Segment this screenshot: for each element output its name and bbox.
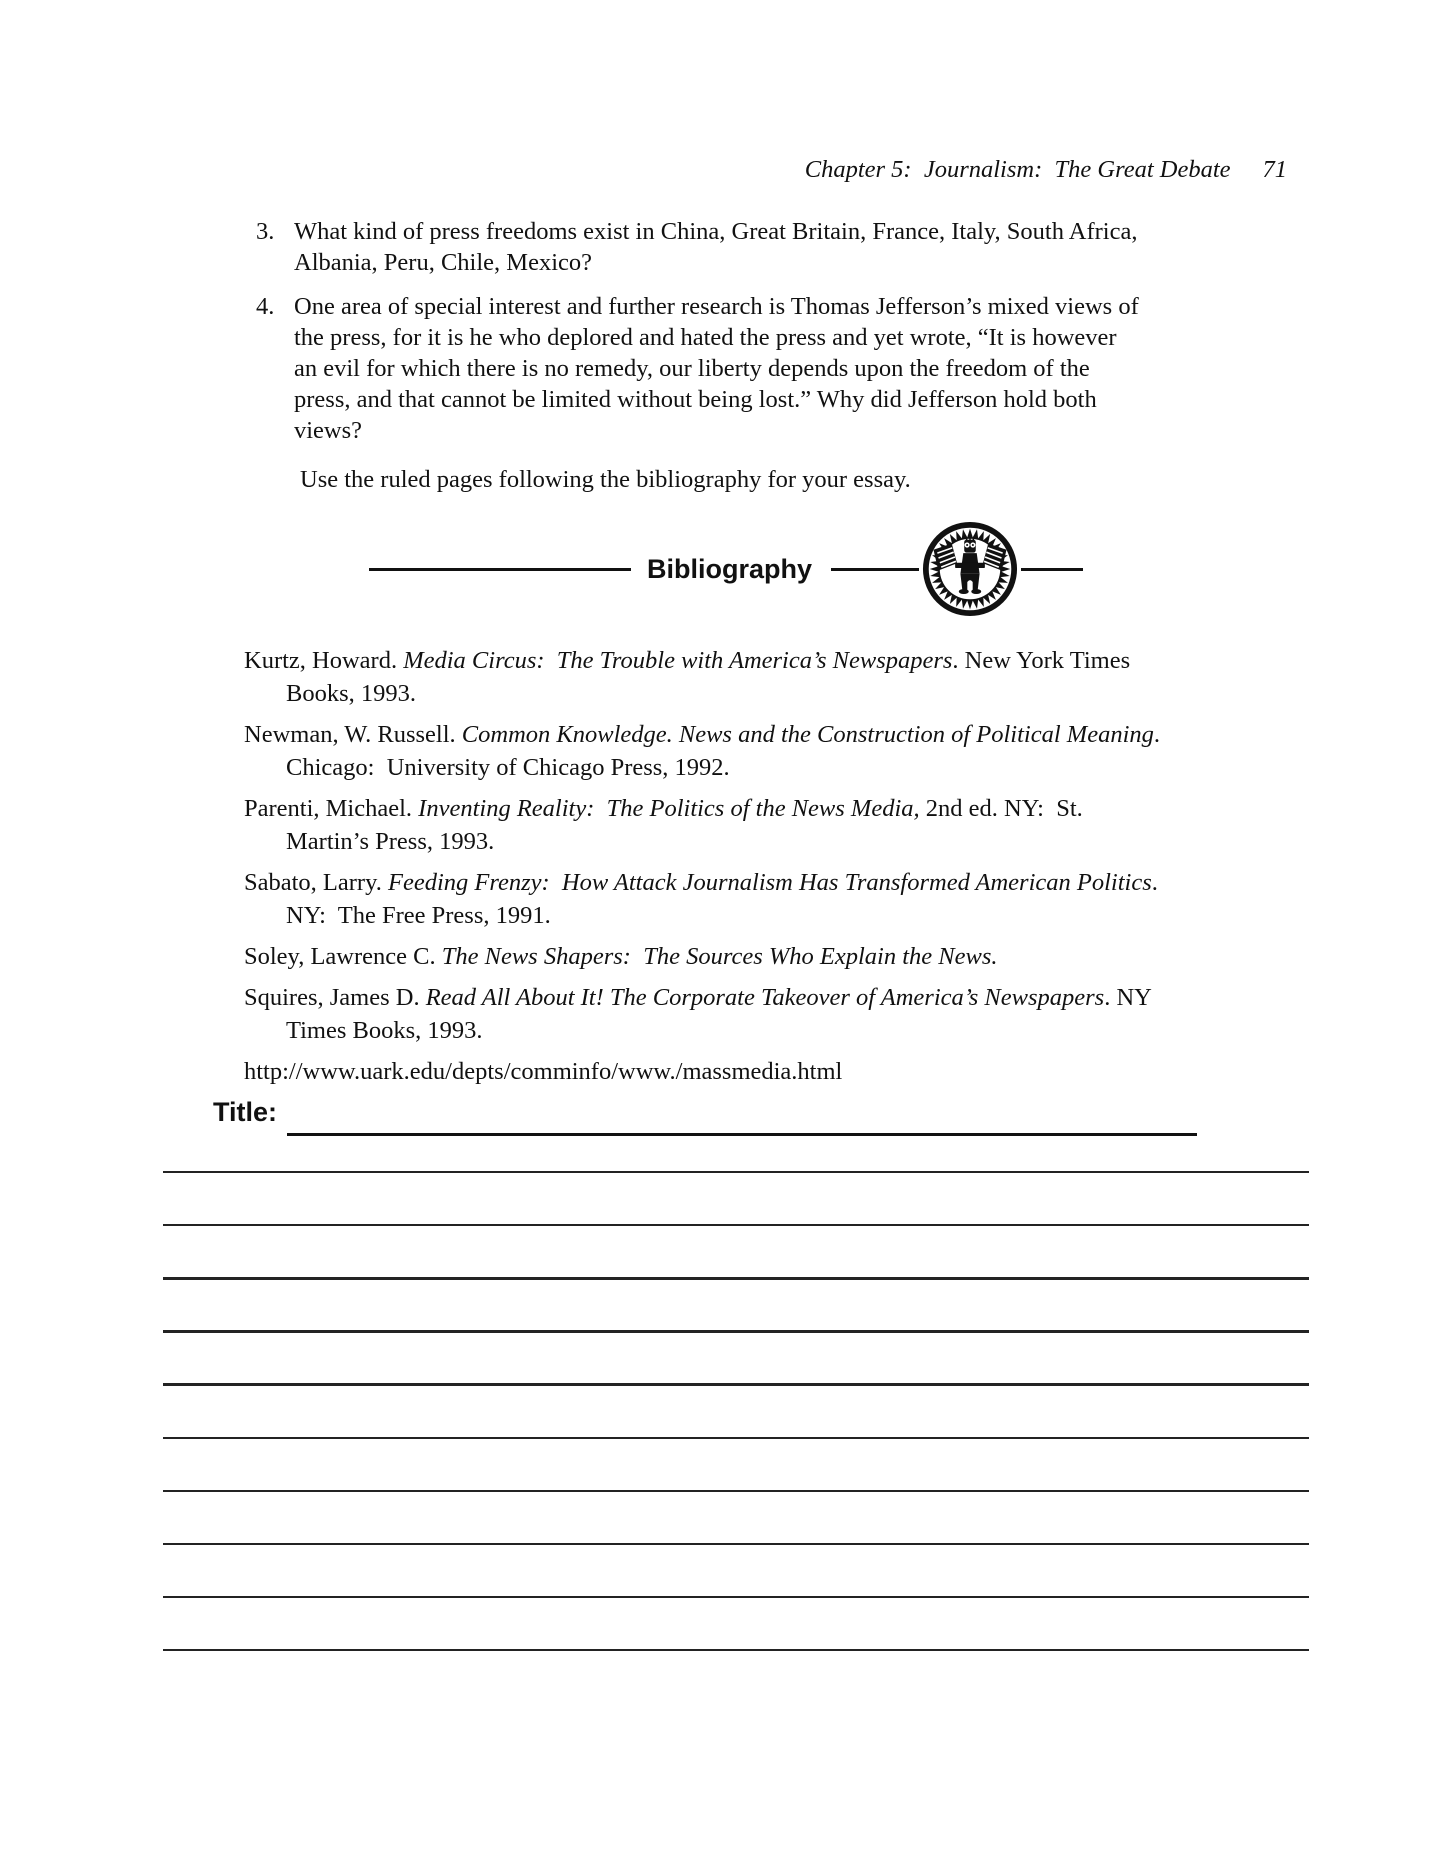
title-blank-line: [287, 1133, 1197, 1136]
question-number: 4.: [256, 293, 275, 320]
ruled-line: [163, 1171, 1309, 1173]
bibliography-heading: [369, 518, 1083, 620]
bibliography-entry: Kurtz, Howard. Media Circus: The Trouble with America’s Newspapers. New York Times Books, 1993.: [244, 647, 1137, 707]
bibliography-list: [244, 644, 1166, 1096]
essay-instruction: Use the ruled pages following the bibliography for your essay.: [300, 466, 911, 493]
page-number: 71: [1262, 156, 1287, 183]
ruled-line: [163, 1330, 1309, 1332]
bibliography-entry: Sabato, Larry. Feeding Frenzy: How Attack Journalism Has Transformed American Politics. NY: The Free Press, 1991.: [244, 869, 1164, 929]
question-text: One area of special interest and further research is Thomas Jefferson’s mixed views of the press, for it is he who deplored and hated the press and yet wrote, “It is however an evil for which there is no remedy, our liberty depends upon the freedom of the press, and that cannot be limited without being lost.” Why did Jefferson hold both views?: [294, 293, 1139, 444]
ruled-line: [163, 1543, 1309, 1545]
question-item-4: [256, 291, 1140, 446]
heading-rule-middle: [831, 568, 919, 571]
ruled-lines: [163, 1171, 1309, 1655]
question-list: [256, 216, 1140, 459]
ruled-line: [163, 1649, 1309, 1651]
newspaper-figure-icon: [922, 521, 1018, 617]
question-item-3: [256, 216, 1140, 278]
ruled-line: [163, 1224, 1309, 1226]
heading-rule-left: [369, 568, 631, 571]
ruled-line: [163, 1490, 1309, 1492]
question-number: 3.: [256, 218, 275, 245]
bibliography-heading-label: Bibliography: [647, 553, 813, 584]
page-header: [780, 128, 1287, 212]
ruled-line: [163, 1596, 1309, 1598]
ruled-line: [163, 1383, 1309, 1385]
ruled-line: [163, 1277, 1309, 1279]
chapter-title: Chapter 5: Journalism: The Great Debate: [804, 156, 1231, 183]
ruled-line: [163, 1437, 1309, 1439]
bibliography-url: http://www.uark.edu/depts/comminfo/www./massmedia.html: [244, 1058, 843, 1085]
bibliography-entry: Newman, W. Russell. Common Knowledge. News and the Construction of Political Meaning. Chicago: University of Chicago Press, 1992.: [244, 721, 1167, 781]
bibliography-entry: Squires, James D. Read All About It! The Corporate Takeover of America’s Newspapers. NY Times Books, 1993.: [244, 984, 1157, 1044]
heading-rule-right: [1021, 568, 1083, 571]
question-text: What kind of press freedoms exist in China, Great Britain, France, Italy, South Africa, Albania, Peru, Chile, Mexico?: [294, 218, 1138, 276]
title-label: Title:: [213, 1097, 278, 1127]
bibliography-entry: Parenti, Michael. Inventing Reality: The Politics of the News Media, 2nd ed. NY: St. Martin’s Press, 1993.: [244, 795, 1089, 855]
bibliography-entry: Soley, Lawrence C. The News Shapers: The Sources Who Explain the News.: [244, 943, 998, 970]
